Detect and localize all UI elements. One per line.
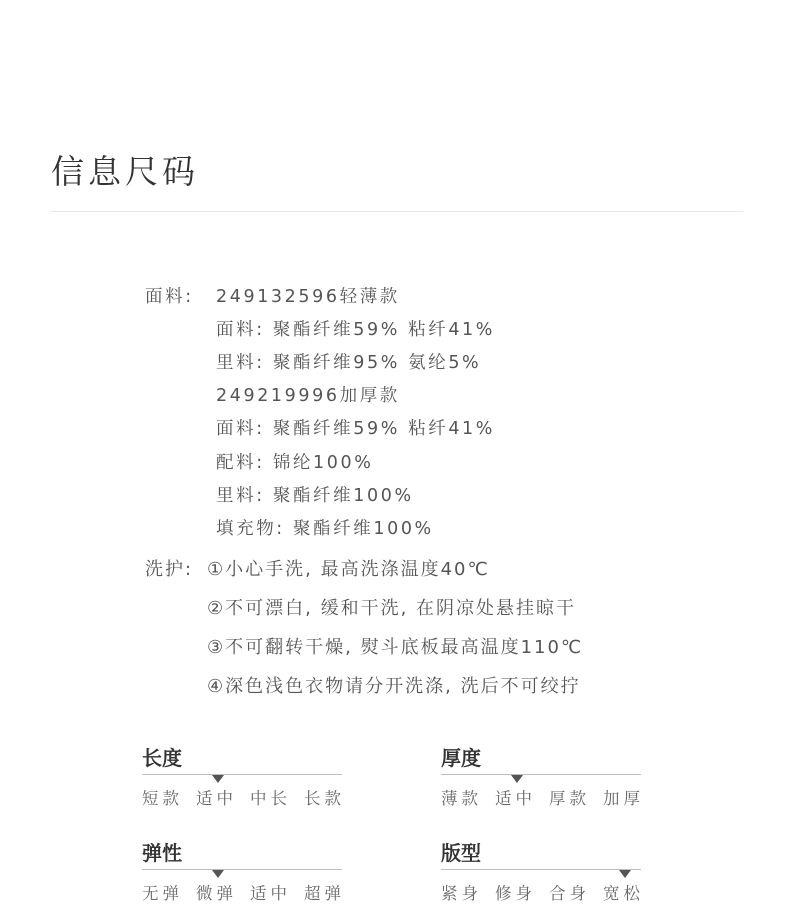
scale-option: 短款: [142, 789, 183, 808]
scale-option: 修身: [495, 884, 536, 903]
scale-fit-label: 版型: [441, 841, 481, 865]
scale-rule: [441, 774, 641, 775]
fabric-thick-line: 配料: 锦纶100%: [216, 453, 374, 473]
scale-option: 厚款: [549, 789, 590, 808]
scale-option: 适中: [495, 789, 536, 808]
scale-option: 微弹: [196, 884, 237, 903]
marker-triangle-icon: [212, 775, 224, 783]
scale-rule: [142, 869, 342, 870]
fabric-light-model: 249132596轻薄款: [216, 287, 400, 307]
scale-option: 长款: [304, 789, 345, 808]
scale-option: 适中: [250, 884, 291, 903]
care-line: ①小心手洗, 最高洗涤温度40℃: [207, 559, 490, 580]
scale-rule: [142, 774, 342, 775]
care-line: ③不可翻转干燥, 熨斗底板最高温度110℃: [207, 637, 584, 658]
marker-triangle-icon: [619, 870, 631, 878]
scale-option: 适中: [196, 789, 237, 808]
care-label: 洗护:: [145, 559, 194, 580]
scale-option: 超弹: [304, 884, 345, 903]
marker-triangle-icon: [511, 775, 523, 783]
marker-triangle-icon: [212, 870, 224, 878]
scale-thickness-label: 厚度: [441, 746, 481, 770]
fabric-thick-model: 249219996加厚款: [216, 386, 400, 406]
fabric-thick-line: 面料: 聚酯纤维59% 粘纤41%: [216, 419, 496, 439]
fabric-thick-line: 里料: 聚酯纤维100%: [216, 486, 414, 506]
fabric-light-line: 里料: 聚酯纤维95% 氨纶5%: [216, 353, 482, 373]
page-title: 信息尺码: [51, 152, 199, 191]
care-line: ②不可漂白, 缓和干洗, 在阴凉处悬挂晾干: [207, 598, 577, 619]
scale-rule: [441, 869, 641, 870]
scale-option: 中长: [250, 789, 291, 808]
scale-option: 加厚: [603, 789, 644, 808]
fabric-label: 面料:: [145, 287, 194, 307]
fabric-thick-line: 填充物: 聚酯纤维100%: [216, 519, 434, 539]
scale-option: 薄款: [441, 789, 482, 808]
care-line: ④深色浅色衣物请分开洗涤, 洗后不可绞拧: [207, 676, 581, 697]
scale-option: 宽松: [603, 884, 644, 903]
fabric-light-line: 面料: 聚酯纤维59% 粘纤41%: [216, 320, 496, 340]
scale-option: 合身: [549, 884, 590, 903]
scale-elasticity-label: 弹性: [142, 841, 182, 865]
scale-length-label: 长度: [142, 746, 182, 770]
scale-option: 紧身: [441, 884, 482, 903]
scale-option: 无弹: [142, 884, 183, 903]
title-divider: [51, 211, 743, 212]
